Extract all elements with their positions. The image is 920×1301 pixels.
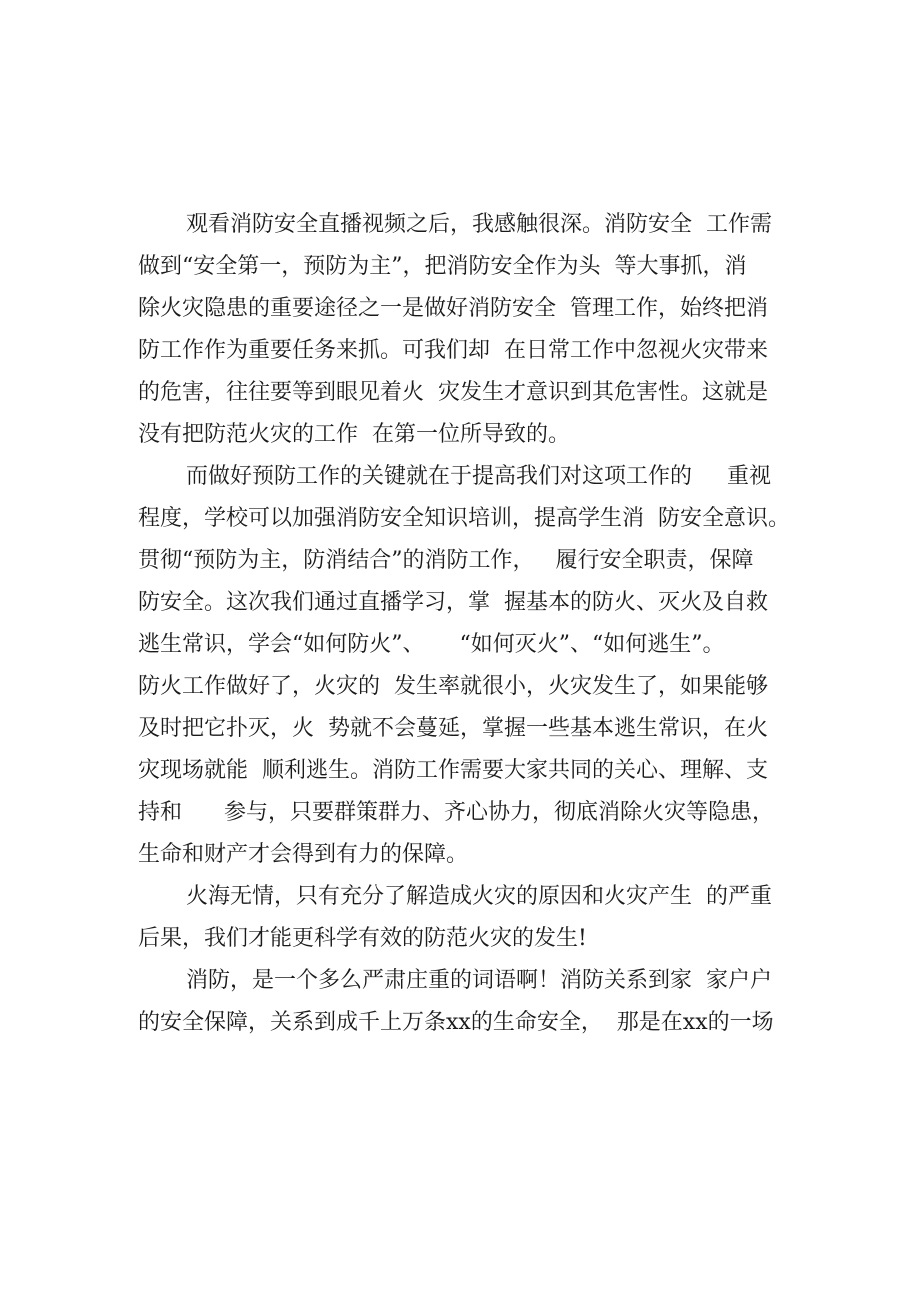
text-line: 持和 参与，只要群策群力、齐心协力，彻底消除火灾等隐患，: [138, 800, 774, 825]
text-line: 后果，我们才能更科学有效的防范火灾的发生!: [138, 926, 587, 951]
paragraph-4: [138, 960, 808, 1044]
text-line: 的危害，往往要等到眼见着火 灾发生才意识到其危害性。这就是: [138, 380, 768, 405]
text-line: 除火灾隐患的重要途径之一是做好消防安全 管理工作，始终把消: [138, 296, 768, 321]
text-line: 防火工作做好了，火灾的 发生率就很小，火灾发生了，如果能够: [138, 674, 768, 699]
paragraph-2: [138, 456, 808, 876]
text-line: 火海无情，只有充分了解造成火灾的原因和火灾产生 的严重: [186, 884, 772, 909]
paragraph-1: [138, 204, 808, 456]
paragraph-3: [138, 876, 808, 960]
text-line: 而做好预防工作的关键就在于提高我们对这项工作的 重视: [186, 464, 771, 489]
text-line: 灾现场就能 顺利逃生。消防工作需要大家共同的关心、理解、支: [138, 758, 768, 783]
text-line: 及时把它扑灭，火 势就不会蔓延，掌握一些基本逃生常识，在火: [138, 716, 768, 741]
text-line: 贯彻“预防为主，防消结合”的消防工作， 履行安全职责，保障: [138, 548, 754, 573]
text-line: 生命和财产才会得到有力的保障。: [138, 842, 469, 867]
text-line: 防安全。这次我们通过直播学习，掌 握基本的防火、灭火及自救: [138, 590, 768, 615]
text-line: 逃生常识，学会“如何防火”、 “如何灭火”、“如何逃生”。: [138, 632, 725, 657]
text-line: 防工作作为重要任务来抓。可我们却 在日常工作中忽视火灾带来: [138, 338, 768, 363]
text-line: 消防，是一个多么严肃庄重的词语啊！消防关系到家 家户户: [186, 968, 772, 993]
text-line: 做到“安全第一，预防为主”，把消防安全作为头 等大事抓，消: [138, 254, 747, 279]
text-line: 观看消防安全直播视频之后，我感触很深。消防安全 工作需: [186, 212, 772, 237]
body-text: [138, 204, 808, 1044]
text-line: 的安全保障，关系到成千上万条xx的生命安全， 那是在xx的一场: [138, 1010, 774, 1035]
text-line: 程度，学校可以加强消防安全知识培训，提高学生消 防安全意识。: [138, 506, 790, 531]
text-line: 没有把防范火灾的工作 在第一位所导致的。: [138, 422, 570, 447]
